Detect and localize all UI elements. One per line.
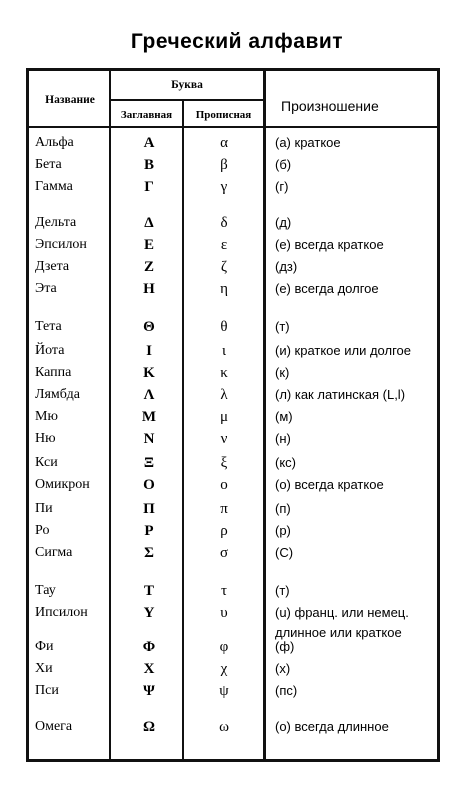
lowercase-letter: ψ (219, 683, 229, 699)
uppercase-letter: Ν (143, 431, 155, 447)
pronunciation: (т) (275, 319, 290, 334)
letter-name: Йота (35, 343, 65, 358)
letter-name: Сигма (35, 545, 73, 560)
pronunciation: (е) всегда краткое (275, 237, 384, 252)
lowercase-letter: δ (220, 215, 228, 231)
letter-name: Ипсилон (35, 605, 88, 620)
lowercase-letter: φ (219, 639, 229, 655)
lowercase-letter: ω (219, 719, 229, 735)
pronunciation: (х) (275, 661, 291, 676)
letter-name: Дзета (35, 259, 70, 274)
uppercase-letter: Η (143, 281, 155, 297)
pronunciation: (б) (275, 157, 292, 172)
lowercase-letter: α (220, 135, 228, 151)
page-title: Греческий алфавит (130, 30, 344, 53)
lowercase-letter: τ (220, 583, 228, 599)
lowercase-letter: γ (220, 179, 228, 195)
lowercase-letter: λ (220, 387, 228, 403)
uppercase-letter: Ι (146, 343, 152, 359)
letter-name: Пи (35, 501, 53, 516)
pronunciation: (е) всегда долгое (275, 281, 379, 296)
header-lowercase: Прописная (195, 109, 252, 121)
header-letter: Буква (171, 79, 203, 91)
letter-name: Тета (35, 319, 62, 334)
letter-name: Мю (35, 409, 58, 424)
pronunciation: (д) (275, 215, 292, 230)
letter-name: Хи (35, 661, 53, 676)
lowercase-letter: ν (220, 431, 228, 447)
letter-name: Ню (35, 431, 56, 446)
uppercase-letter: Ζ (143, 259, 154, 275)
divider-name-column (109, 71, 111, 759)
letter-name: Каппа (35, 365, 72, 380)
pronunciation: (дз) (275, 259, 298, 274)
pronunciation: (и) краткое или долгое (275, 343, 412, 358)
uppercase-letter: Π (143, 501, 155, 517)
lowercase-letter: ζ (220, 259, 228, 275)
lowercase-letter: ο (220, 477, 228, 493)
uppercase-letter: Ο (143, 477, 155, 493)
letter-name: Гамма (35, 179, 73, 194)
lowercase-letter: σ (219, 545, 229, 561)
pronunciation: (о) всегда длинное (275, 719, 389, 734)
uppercase-letter: Γ (144, 179, 154, 195)
uppercase-letter: Φ (142, 639, 156, 655)
letter-name: Бета (35, 157, 62, 172)
lowercase-letter: μ (219, 409, 229, 425)
letter-name: Фи (35, 639, 54, 654)
letter-name: Омега (35, 719, 73, 734)
lowercase-letter: κ (220, 365, 228, 381)
lowercase-letter: ρ (220, 523, 228, 539)
uppercase-letter: Ψ (143, 683, 155, 699)
letter-name: Эпсилон (35, 237, 87, 252)
pronunciation: (С) (275, 545, 294, 560)
lowercase-letter: θ (220, 319, 228, 335)
lowercase-letter: ι (221, 343, 227, 359)
pronunciation: (к) (275, 365, 290, 380)
letter-name: Альфа (35, 135, 74, 150)
uppercase-letter: Τ (143, 583, 154, 599)
uppercase-letter: Ε (143, 237, 154, 253)
uppercase-letter: Χ (143, 661, 155, 677)
letter-name: Кси (35, 455, 58, 470)
pronunciation: (пс) (275, 683, 298, 698)
pronunciation: (о) всегда краткое (275, 477, 384, 492)
pronunciation-continued: длинное или краткое (275, 625, 402, 640)
letter-name: Тау (35, 583, 56, 598)
pronunciation: (u) франц. или немец. (275, 605, 409, 620)
pronunciation: (т) (275, 583, 290, 598)
alphabet-table (26, 68, 440, 762)
pronunciation: (г) (275, 179, 289, 194)
divider-header (29, 126, 437, 128)
letter-name: Эта (35, 281, 57, 296)
pronunciation: (м) (275, 409, 293, 424)
pronunciation: (а) краткое (275, 135, 341, 150)
lowercase-letter: η (220, 281, 228, 297)
lowercase-letter: β (220, 157, 228, 173)
uppercase-letter: Β (143, 157, 154, 173)
pronunciation: (л) как латинская (L,l) (275, 387, 406, 402)
letter-name: Ро (35, 523, 50, 538)
uppercase-letter: Α (143, 135, 155, 151)
divider-letter-header (109, 99, 265, 101)
lowercase-letter: π (220, 501, 228, 517)
uppercase-letter: Ω (142, 719, 155, 735)
pronunciation: (н) (275, 431, 291, 446)
uppercase-letter: Λ (143, 387, 155, 403)
uppercase-letter: Ρ (144, 523, 154, 539)
uppercase-letter: Υ (143, 605, 155, 621)
pronunciation: (ф) (275, 639, 295, 654)
pronunciation: (п) (275, 501, 291, 516)
header-uppercase: Заглавная (120, 109, 173, 121)
lowercase-letter: ξ (220, 455, 228, 471)
uppercase-letter: Θ (143, 319, 155, 335)
header-pronunciation: Произношение (281, 98, 379, 114)
uppercase-letter: Μ (141, 409, 157, 425)
pronunciation: (р) (275, 523, 291, 538)
lowercase-letter: υ (220, 605, 228, 621)
uppercase-letter: Ξ (143, 455, 155, 471)
lowercase-letter: ε (220, 237, 228, 253)
header-name: Название (45, 94, 95, 106)
letter-name: Омикрон (35, 477, 90, 492)
pronunciation: (кс) (275, 455, 296, 470)
uppercase-letter: Δ (144, 215, 154, 231)
letter-name: Пси (35, 683, 59, 698)
letter-name: Лямбда (35, 387, 80, 402)
letter-name: Дельта (35, 215, 77, 230)
uppercase-letter: Κ (143, 365, 155, 381)
uppercase-letter: Σ (144, 545, 154, 561)
lowercase-letter: χ (220, 661, 228, 677)
